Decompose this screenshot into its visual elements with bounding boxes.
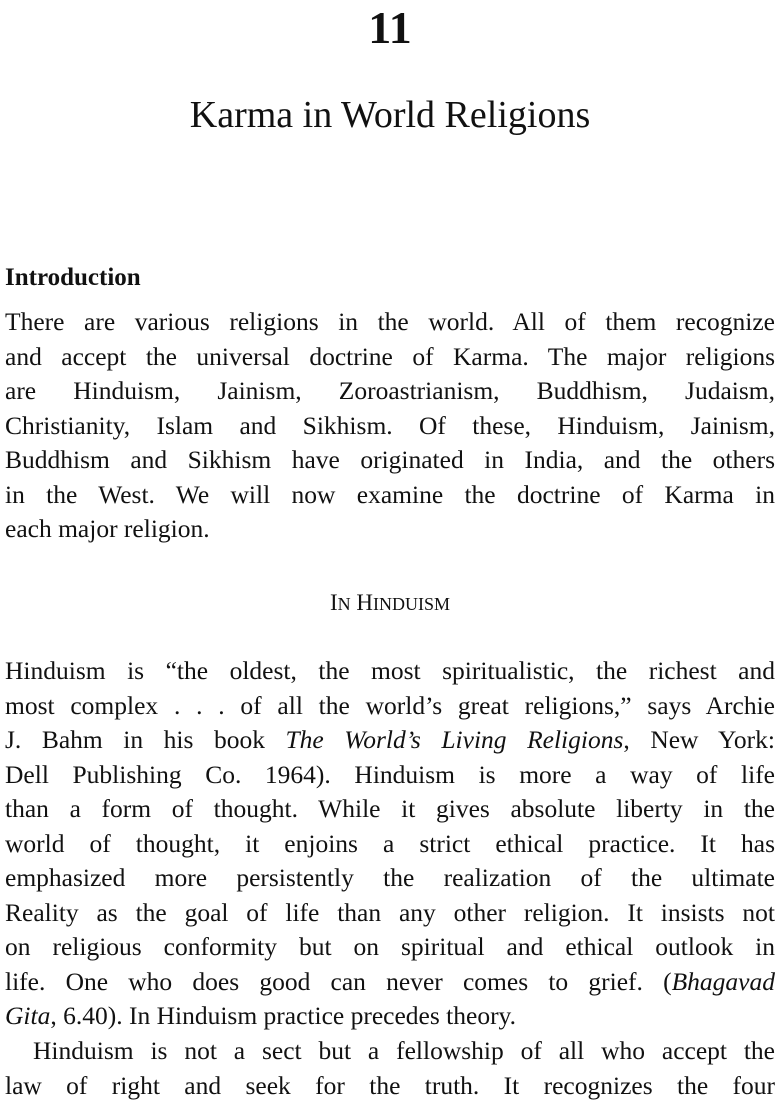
- text-line: Reality as the goal of life than any other religion. It insists not: [5, 897, 775, 927]
- text-line: are Hinduism, Jainism, Zoroastrianism, Buddhism, Judaism,: [5, 376, 775, 405]
- text-line: life. One who does good can never comes to grief. (Bhagavad: [5, 966, 775, 996]
- chapter-number: 11: [368, 2, 412, 53]
- hinduism-paragraph-2: [5, 1034, 775, 1103]
- text-line: emphasized more persistently the realization of the ultimate: [5, 863, 775, 892]
- text-line: Christianity, Islam and Sikhism. Of these, Hinduism, Jainism,: [5, 410, 775, 440]
- citation-title: Gita: [5, 1001, 51, 1030]
- book-title: The World’s Living Religions: [285, 725, 624, 754]
- text-line: Hinduism is not a sect but a fellowship of all who accept the: [33, 1036, 775, 1065]
- text-line: than a form of thought. While it gives absolute liberty in the: [5, 794, 775, 823]
- text-line: Dell Publishing Co. 1964). Hinduism is more a way of life: [5, 759, 775, 789]
- introduction-paragraph: [5, 305, 775, 547]
- section-heading-introduction: Introduction: [5, 264, 141, 291]
- text-line: There are various religions in the world. All of them recognize: [5, 307, 775, 336]
- text-line: Buddhism and Sikhism have originated in India, and the others: [5, 445, 775, 474]
- text-line: each major religion.: [5, 514, 210, 543]
- text-line: world of thought, it enjoins a strict ethical practice. It has: [5, 828, 775, 858]
- text-line: on religious conformity but on spiritual and ethical outlook in: [5, 932, 775, 961]
- text-line: most complex . . . of all the world’s great religions,” says Archie: [5, 690, 775, 720]
- text-line: and accept the universal doctrine of Karma. The major religions: [5, 341, 775, 371]
- subheading-in-hinduism: IN HINDUISM: [329, 590, 451, 615]
- citation-title: Bhagavad: [671, 966, 775, 996]
- text-line: Gita, 6.40). In Hinduism practice precedes theory.: [5, 1001, 517, 1030]
- text-line: Hinduism is “the oldest, the most spiritualistic, the richest and: [5, 656, 775, 685]
- chapter-title: Karma in World Religions: [189, 94, 591, 136]
- text-line: in the West. We will now examine the doctrine of Karma in: [5, 479, 775, 509]
- hinduism-paragraph-1: [5, 654, 775, 1034]
- text-line: J. Bahm in his book The World’s Living Religions, New York:: [5, 725, 775, 754]
- text-line: law of right and seek for the truth. It recognizes the four: [5, 1070, 775, 1100]
